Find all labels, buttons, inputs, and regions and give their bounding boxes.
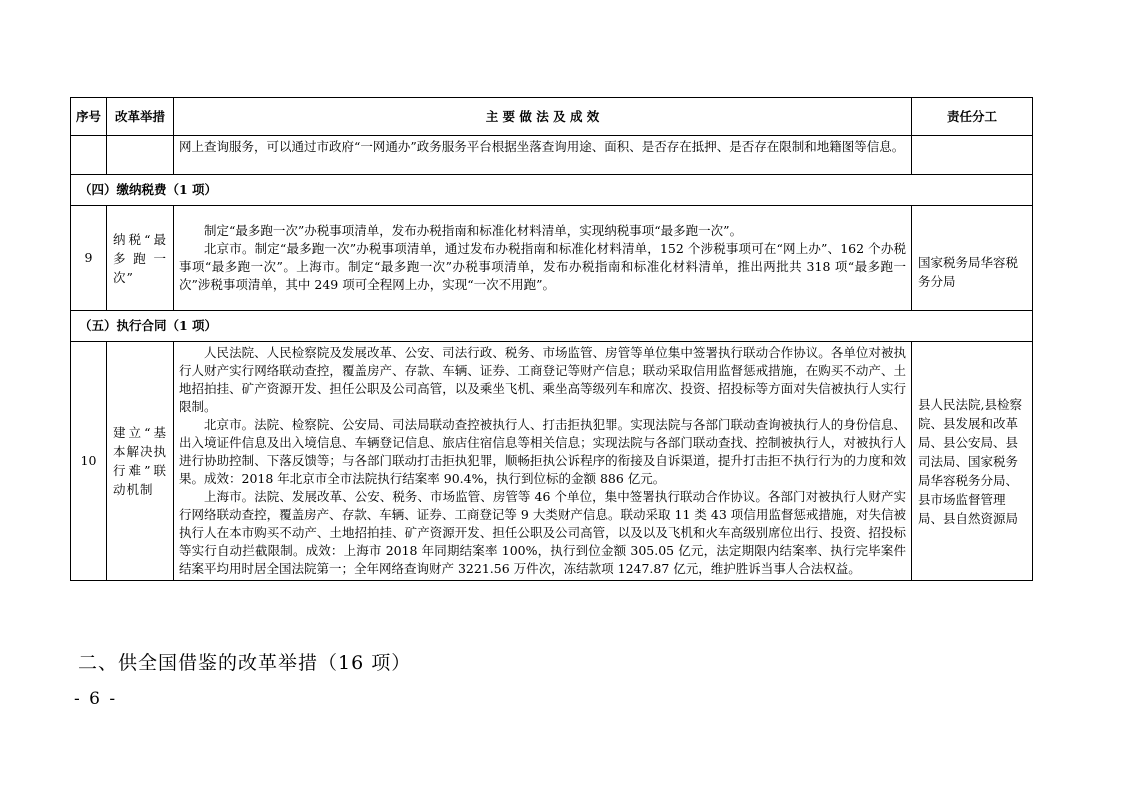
continued-resp-cell [912, 136, 1033, 175]
continued-content-text: 网上查询服务，可以通过市政府“一网通办”政务服务平台根据坐落查询用途、面积、是否存在抵押、是否存在限制和地籍图等信息。 [179, 139, 905, 154]
row9-paragraph-1: 制定“最多跑一次”办税事项清单，发布办税指南和标准化材料清单，实现纳税事项“最多跑一次”。 [204, 223, 743, 238]
continued-reform-cell [107, 136, 174, 175]
header-seq: 序号 [71, 98, 107, 136]
continued-seq-cell [71, 136, 107, 175]
section-row-5 [71, 311, 1033, 342]
section-heading: 二、供全国借鉴的改革举措（16 项） [78, 652, 412, 674]
section-title-5: （五）执行合同（1 项） [71, 311, 1033, 342]
header-reform: 改革举措 [107, 98, 174, 136]
row9-reform: 纳税“最多跑一次” [107, 206, 174, 311]
row10-seq: 10 [71, 342, 107, 581]
table-row-10 [71, 342, 1033, 581]
section-title-4: （四）缴纳税费（1 项） [71, 175, 1033, 206]
row9-seq: 9 [71, 206, 107, 311]
page-number: - 6 - [74, 689, 118, 709]
table-header-row [71, 98, 1033, 136]
header-responsibility: 责任分工 [912, 98, 1033, 136]
section-row-4 [71, 175, 1033, 206]
header-practice: 主 要 做 法 及 成 效 [174, 98, 912, 136]
reform-table [70, 97, 1033, 581]
row9-paragraph-2: 北京市。制定“最多跑一次”办税事项清单，通过发布办税指南和标准化材料清单，152 个涉税事项可在“网上办”、162 个办税事项“最多跑一次”。上海市。制定“最多跑一次”办税事项清单，发布办税指南和标准化材料清单，推出两批共 318 项“最多跑一次”涉税事项清单，其中 249 项可全程网上办，实现“一次不用跑”。 [179, 241, 906, 292]
continued-row [71, 136, 1033, 175]
row10-paragraph-1: 人民法院、人民检察院及发展改革、公安、司法行政、税务、市场监管、房管等单位集中签署执行联动合作协议。各单位对被执行人财产实行网络联动查控，覆盖房产、存款、车辆、证券、工商登记等财产信息；联动采取信用监督惩戒措施，在购买不动产、土地招拍挂、矿产资源开发、担任公职及公司高管，以及乘坐飞机、乘坐高等级列车和席次、投资、招投标等方面对失信被执行人实行限制。 [179, 345, 906, 414]
row10-responsibility: 县人民法院,县检察院、县发展和改革局、县公安局、县司法局、国家税务局华容税务分局、县市场监督管理局、县自然资源局 [912, 342, 1033, 581]
row10-paragraph-3: 上海市。法院、发展改革、公安、税务、市场监管、房管等 46 个单位，集中签署执行联动合作协议。各部门对被执行人财产实行网络联动查控，覆盖房产、存款、车辆、证券、工商登记等 9 大类财产信息。联动采取 11 类 43 项信用监督惩戒措施，对失信被执行人在本市购买不动产、土地招拍挂、矿产资源开发、担任公职及公司高管，以及以及飞机和火车高级别席位出行、投资、招投标等实行自动拦截限制。成效：上海市 2018 年同期结案率 100%，执行到位金额 305.05 亿元，法定期限内结案率、执行完毕案件结案平均用时居全国法院第一；全年网络查询财产 3221.56 万件次，冻结款项 1247.87 亿元，维护胜诉当事人合法权益。 [179, 489, 906, 576]
row9-content [174, 206, 912, 311]
row10-reform: 建立“基本解决执行难”联动机制 [107, 342, 174, 581]
table-row-9 [71, 206, 1033, 311]
row9-responsibility: 国家税务局华容税务分局 [912, 206, 1033, 311]
row10-content [174, 342, 912, 581]
continued-content-cell [174, 136, 912, 175]
row10-paragraph-2: 北京市。法院、检察院、公安局、司法局联动查控被执行人、打击拒执犯罪。实现法院与各部门联动查询被执行人的身份信息、出入境证件信息及出入境信息、车辆登记信息、旅店住宿信息等相关信息；实现法院与各部门联动查找、控制被执行人，对被执行人进行协助控制、下落反馈等；与各部门联动打击拒执犯罪，顺畅拒执公诉程序的衔接及自诉渠道，提升打击拒不执行行为的力度和效果。成效：2018 年北京市全市法院执行结案率 90.4%，执行到位标的金额 886 亿元。 [179, 417, 906, 486]
